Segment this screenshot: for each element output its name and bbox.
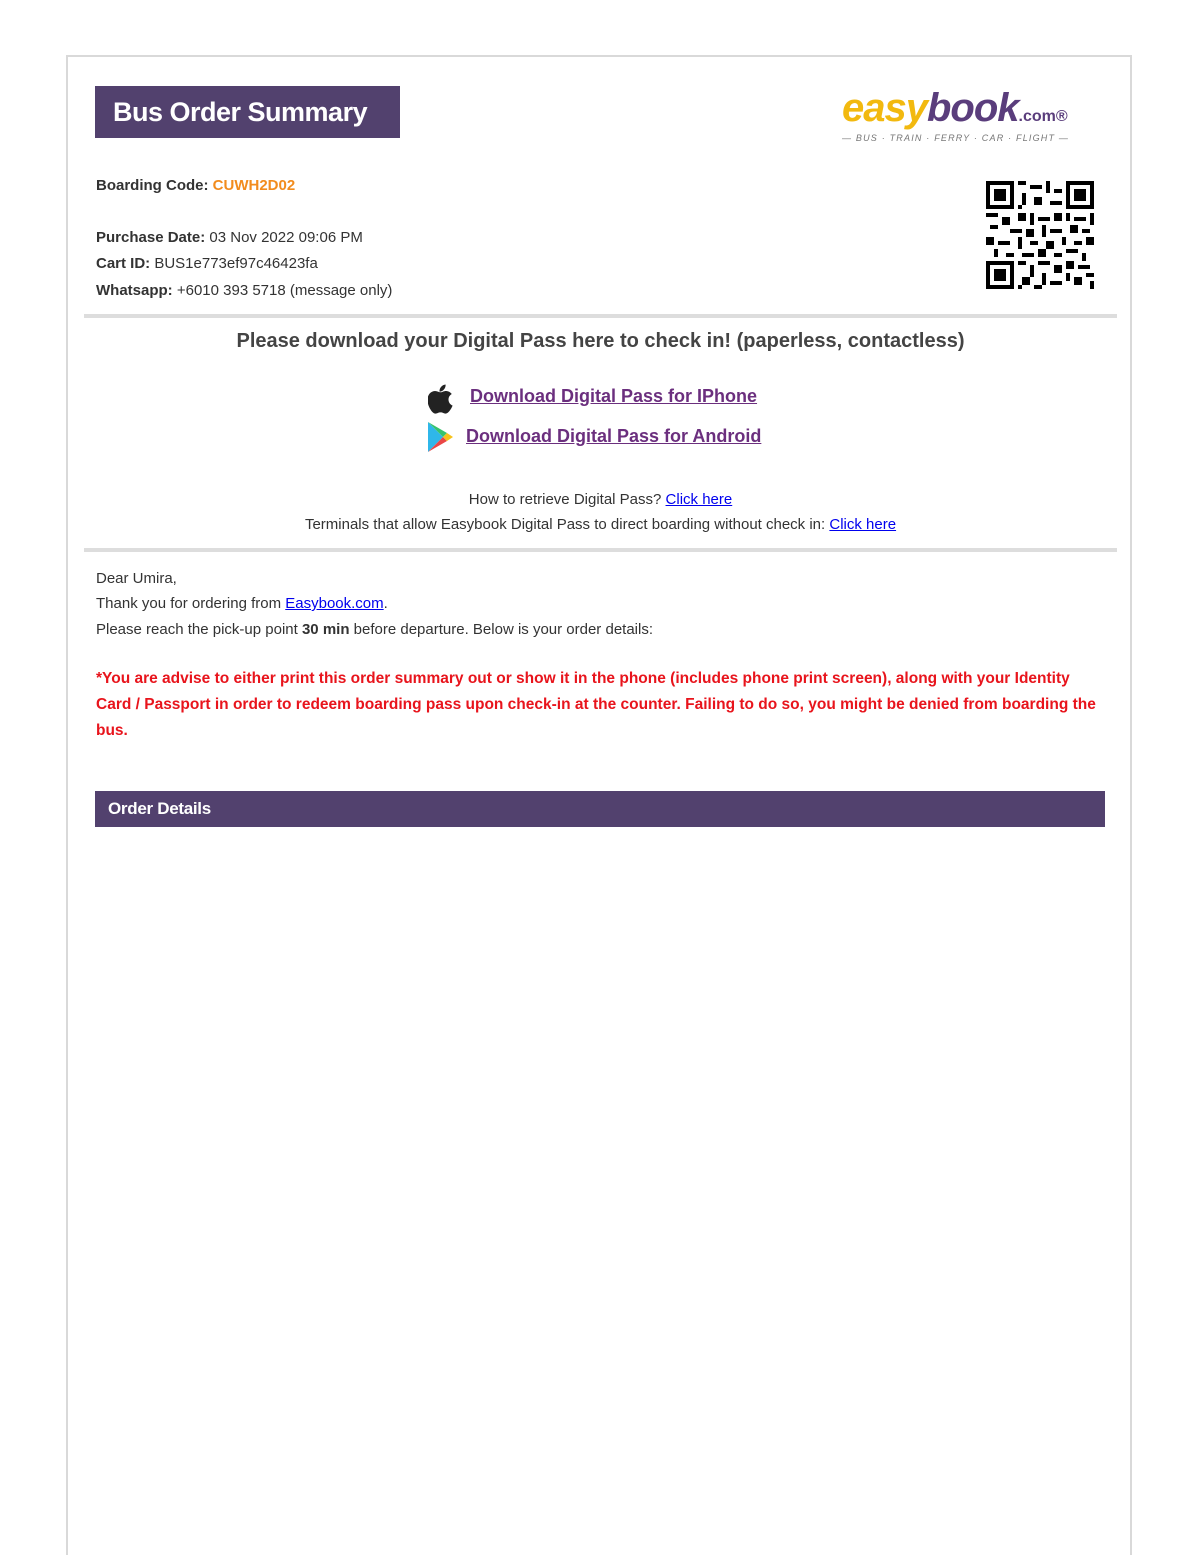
logo-tagline: — BUS · TRAIN · FERRY · CAR · FLIGHT — bbox=[842, 133, 1070, 143]
terminals-line bbox=[84, 516, 1117, 533]
terminals-text: Terminals that allow Easybook Digital Pass to direct boarding without check in: bbox=[304, 516, 826, 533]
greeting: Dear Umira, bbox=[96, 570, 177, 587]
reach-prefix: Please reach the pick-up point bbox=[96, 621, 298, 638]
retrieve-pass-link[interactable]: Click here bbox=[665, 491, 733, 508]
logo-easy-text: easy bbox=[842, 86, 927, 130]
retrieve-pass-text: How to retrieve Digital Pass? bbox=[468, 491, 662, 508]
retrieve-pass-line bbox=[84, 491, 1117, 508]
download-android-link[interactable]: Download Digital Pass for Android bbox=[466, 426, 762, 446]
page-title: Bus Order Summary bbox=[95, 86, 400, 138]
download-iphone-link[interactable]: Download Digital Pass for IPhone bbox=[470, 386, 758, 406]
whatsapp-label: Whatsapp: bbox=[96, 282, 173, 299]
purchase-date-row bbox=[96, 229, 363, 246]
reach-line bbox=[96, 621, 653, 638]
warning-notice: *You are advise to either print this order summary out or show it in the phone (includes phone print screen), along with your Identity Card / Passport in order to redeem boarding pass upon check-in at the counter. Failing to do so, you might be denied from boarding the bus. bbox=[96, 670, 1096, 739]
qr-code bbox=[986, 181, 1094, 289]
boarding-code-value: CUWH2D02 bbox=[212, 177, 296, 194]
divider-top bbox=[84, 314, 1117, 318]
cart-id-value: BUS1e773ef97c46423fa bbox=[154, 255, 318, 272]
thanks-line bbox=[96, 595, 388, 612]
purchase-date-value: 03 Nov 2022 09:06 PM bbox=[209, 229, 363, 246]
whatsapp-value: +6010 393 5718 (message only) bbox=[176, 282, 393, 299]
divider-middle bbox=[84, 548, 1117, 552]
whatsapp-row bbox=[96, 282, 392, 299]
thanks-suffix: . bbox=[383, 595, 388, 612]
apple-icon bbox=[428, 384, 454, 414]
boarding-code-row bbox=[96, 177, 295, 194]
google-play-icon bbox=[427, 421, 455, 453]
cart-id-row bbox=[96, 255, 318, 272]
order-details-header: Order Details bbox=[95, 791, 1105, 827]
boarding-code-label: Boarding Code: bbox=[96, 177, 209, 194]
reach-time: 30 min bbox=[301, 621, 350, 638]
digital-pass-heading: Please download your Digital Pass here to check in! (paperless, contactless) bbox=[236, 330, 965, 352]
purchase-date-label: Purchase Date: bbox=[96, 229, 206, 246]
logo-dotcom-text: .com® bbox=[1018, 108, 1068, 125]
cart-id-label: Cart ID: bbox=[96, 255, 151, 272]
thanks-prefix: Thank you for ordering from bbox=[96, 595, 282, 612]
logo-book-text: book bbox=[926, 86, 1019, 130]
easybook-logo bbox=[842, 84, 1112, 150]
terminals-link[interactable]: Click here bbox=[829, 516, 897, 533]
easybook-link[interactable]: Easybook.com bbox=[285, 595, 384, 612]
reach-suffix: before departure. Below is your order details: bbox=[353, 621, 653, 638]
